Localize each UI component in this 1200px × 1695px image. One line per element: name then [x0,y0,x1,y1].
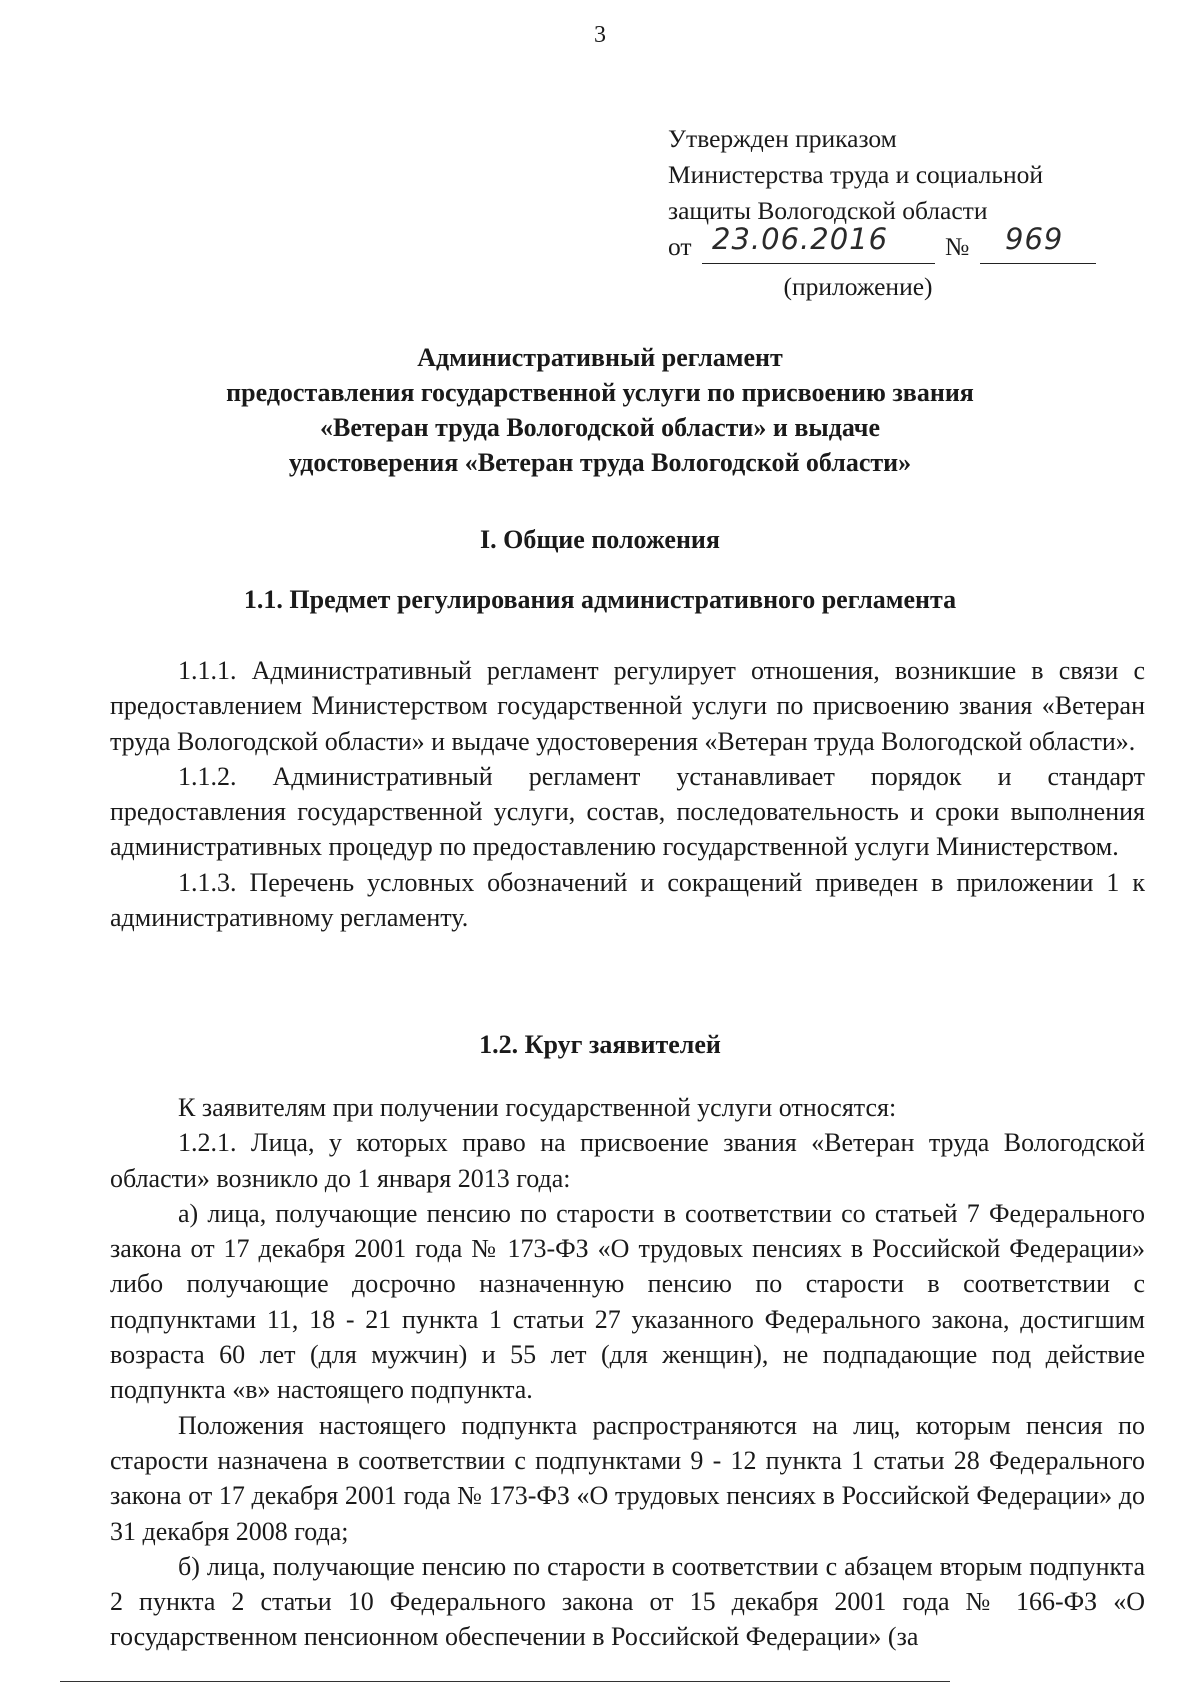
paragraph-item-a: а) лица, получающие пенсию по старости в соответствии со статьей 7 Федерального закона от 17 декабря 2001 года № 173-ФЗ «О трудовых пенсиях в Российской Федерации» либо получающие досрочно назначенную пенсию по старости в соответствии с подпунктами 11, 18 - 21 пункта 1 статьи 27 указанного Федерального закона, достигшим возраста 60 лет (для мужчин) и 55 лет (для женщин), не подпадающие под действие подпункта «в» настоящего подпункта. [110,1198,1145,1405]
paragraph-item-b: б) лица, получающие пенсию по старости в соответствии с абзацем вторым подпункта 2 пункта 2 статьи 10 Федерального закона от 15 декабря 2001 года № 166-ФЗ «О государственном пенсионном обеспечении в Российской Федерации» (за [110,1551,1145,1652]
section-heading-general: I. Общие положения [480,525,720,554]
subsection-1-2-body [110,1090,1145,1655]
page-number: 3 [594,22,606,48]
paragraph-1-2-1: 1.2.1. Лица, у которых право на присвоение звания «Ветеран труда Вологодской области» возникло до 1 января 2013 года: [110,1128,1145,1193]
approval-line-1: Утвержден приказом [668,124,897,153]
approval-note: (приложение) [783,272,933,301]
document-title [0,340,1200,480]
handwritten-number: 969 [1005,222,1064,256]
title-line-4: удостоверения «Ветеран труда Вологодской области» [288,448,912,477]
title-line-2: предоставления государственной услуги по присвоению звания [226,378,974,407]
handwritten-date: 23.06.2016 [712,222,889,256]
title-line-3: «Ветеран труда Вологодской области» и выдаче [319,413,881,442]
subsection-heading-1-2: 1.2. Круг заявителей [479,1030,721,1059]
paragraph-1-1-2: 1.1.2. Административный регламент устанавливает порядок и стандарт предоставления государственной услуги, состав, последовательность и сроки выполнения административных процедур по предоставлению государственной услуги Министерством. [110,761,1145,862]
subsection-1-1-body [110,653,1145,935]
approval-line-3: защиты Вологодской области [668,196,988,225]
from-label: от [668,232,692,261]
paragraph-applicants-intro: К заявителям при получении государственной услуги относятся: [178,1093,897,1122]
paragraph-1-1-3: 1.1.3. Перечень условных обозначений и сокращений приведен в приложении 1 к административному регламенту. [110,867,1145,933]
scan-edge-line [60,1681,950,1682]
approval-stamp-block [668,121,1108,305]
approval-line-2: Министерства труда и социальной [668,160,1044,189]
title-line-1: Административный регламент [417,343,783,372]
paragraph-provisions: Положения настоящего подпункта распространяются на лиц, которым пенсия по старости назначена в соответствии с подпунктами 9 - 12 пункта 1 статьи 28 Федерального закона от 17 декабря 2001 года № 173-ФЗ «О трудовых пенсиях в Российской Федерации» до 31 декабря 2008 года; [110,1410,1145,1546]
approval-date-number-row [668,222,1108,269]
paragraph-1-1-1: 1.1.1. Административный регламент регулирует отношения, возникшие в связи с предоставлением Министерством государственной услуги по присвоению звания «Ветеран труда Вологодской области» и выдаче удостоверения «Ветеран труда Вологодской области». [110,656,1145,756]
subsection-heading-1-1: 1.1. Предмет регулирования административного регламента [243,585,957,614]
number-label: № [945,232,970,261]
